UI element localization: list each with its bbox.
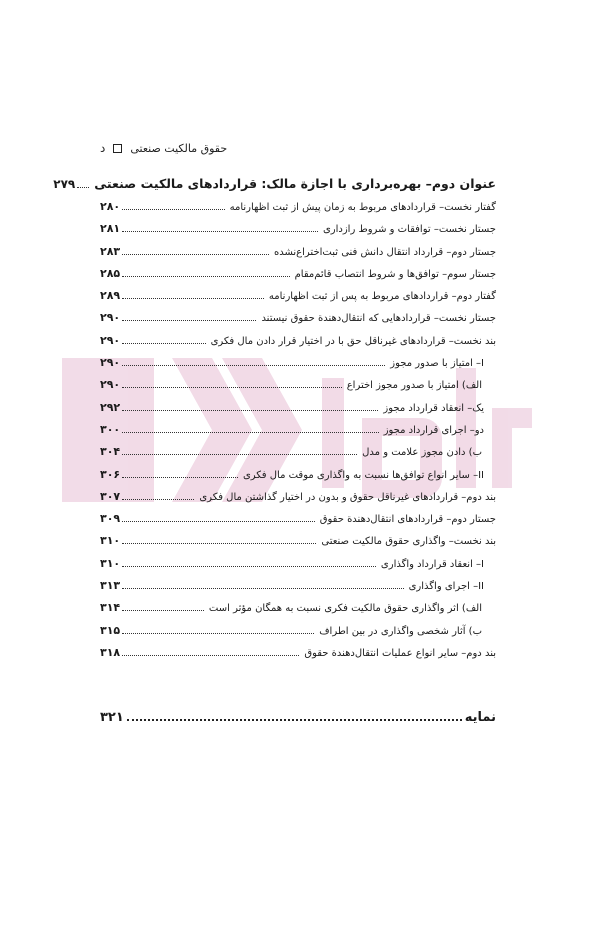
toc-entry <box>100 646 496 668</box>
toc-entry-title: بند نخست– قراردادهای غیرناقل حق با در اختیار قرار دادن مال فکری <box>210 335 496 347</box>
dot-leader <box>122 276 289 277</box>
dot-leader <box>122 521 315 522</box>
toc-entry-title: یک– انعقاد قرارداد مجوز <box>383 402 484 414</box>
toc-entry-title: گفتار نخست– قراردادهای مربوط به زمان پیش از ثبت اظهارنامه <box>229 202 496 213</box>
running-header <box>100 138 500 158</box>
dot-leader <box>122 231 318 232</box>
toc-entry-title: بند دوم– سایر انواع عملیات انتقال‌دهندة حقوق <box>304 647 496 659</box>
page-letter: د <box>100 141 106 155</box>
dot-leader <box>127 719 462 721</box>
toc-entry <box>100 624 496 646</box>
toc-entry <box>100 311 496 333</box>
toc-entry-title: جستار دوم– قراردادهای انتقال‌دهندة حقوق <box>319 514 496 526</box>
toc-page-number: ۳۰۷ <box>100 489 121 503</box>
dot-leader <box>122 432 379 433</box>
toc-entry <box>100 334 496 356</box>
toc-entry <box>100 423 496 445</box>
toc-entry-title: II– سایر انواع توافق‌ها نسبت به واگذاری موقت مال فکری <box>242 469 484 481</box>
dot-leader <box>122 365 385 366</box>
toc-heading <box>53 176 496 200</box>
dot-leader <box>122 343 205 344</box>
toc-page-number: ۳۰۹ <box>100 512 121 526</box>
index-page-number: ۳۲۱ <box>100 710 124 725</box>
index-title: نمایه <box>464 710 496 725</box>
dot-leader <box>122 610 204 611</box>
square-bullet-icon <box>113 144 122 153</box>
toc-page-number: ۲۸۹ <box>100 289 121 303</box>
toc-entry <box>100 356 496 378</box>
toc-entry <box>100 445 496 467</box>
toc-entry <box>100 289 496 311</box>
toc-entry-title: دو– اجرای قرارداد مجوز <box>383 424 484 436</box>
dot-leader <box>122 477 238 478</box>
toc-entry-title: الف) اثر واگذاری حقوق مالکیت فکری نسبت به همگان مؤثر است <box>208 603 482 615</box>
index-entry <box>100 710 496 725</box>
toc-entry <box>100 534 496 556</box>
toc-entry-title: بند نخست– واگذاری حقوق مالکیت صنعتی <box>321 536 496 548</box>
toc-page-number: ۳۱۴ <box>100 601 121 615</box>
toc-page-number: ۲۹۲ <box>100 400 121 414</box>
toc-entry-title: بند دوم– قراردادهای غیرناقل حقوق و بدون در اختیار گذاشتن مال فکری <box>199 491 496 503</box>
toc-entry <box>100 200 496 222</box>
toc-page-number: ۲۷۹ <box>53 177 76 191</box>
toc-entry-title: گفتار دوم– قراردادهای مربوط به پس از ثبت اظهارنامه <box>268 291 496 303</box>
dot-leader <box>77 187 89 188</box>
book-title: حقوق مالکیت صنعتی <box>130 141 228 155</box>
dot-leader <box>122 209 224 210</box>
dot-leader <box>122 298 264 299</box>
toc-entry-title: ب) دادن مجوز علامت و مدل <box>362 447 482 459</box>
toc-entry <box>100 468 496 490</box>
toc-entry-title: جستار سوم– توافق‌ها و شروط انتصاب قائم‌مقام <box>294 268 496 280</box>
dot-leader <box>122 566 376 567</box>
toc-page-number: ۲۸۱ <box>100 222 121 236</box>
toc-entry-title: ب) آثار شخصی واگذاری در بین اطراف <box>319 625 482 637</box>
toc-entry <box>100 245 496 267</box>
toc-page-number: ۳۰۴ <box>100 445 121 459</box>
toc-entry-title: جستار دوم– قرارداد انتقال دانش فنی ثبت‌اختراع‌نشده <box>273 246 496 258</box>
toc-entry-title: I– انعقاد قرارداد واگذاری <box>380 558 484 570</box>
toc-page-number: ۳۰۰ <box>100 422 121 436</box>
toc-page-number: ۲۸۰ <box>100 200 121 213</box>
toc-page-number: ۳۱۸ <box>100 645 121 659</box>
toc-entry-title: II– اجرای واگذاری <box>408 581 484 593</box>
toc-page-number: ۲۹۰ <box>100 333 121 347</box>
toc-entry <box>100 267 496 289</box>
toc-page-number: ۳۱۵ <box>100 623 121 637</box>
dot-leader <box>122 410 378 411</box>
toc-entry <box>100 512 496 534</box>
toc-page-number: ۲۸۵ <box>100 266 121 280</box>
dot-leader <box>122 633 314 634</box>
toc-entry <box>100 579 496 601</box>
table-of-contents <box>53 176 496 668</box>
toc-page-number: ۳۰۶ <box>100 467 121 481</box>
toc-page-number: ۲۸۳ <box>100 244 121 258</box>
toc-entry <box>100 401 496 423</box>
toc-entry <box>100 601 496 623</box>
dot-leader <box>122 454 357 455</box>
toc-entry-title: الف) امتیاز با صدور مجوز اختراع <box>346 380 482 392</box>
toc-entry <box>100 490 496 512</box>
dot-leader <box>122 254 269 255</box>
toc-page-number: ۲۹۰ <box>100 378 121 392</box>
toc-entry <box>100 378 496 400</box>
toc-page-number: ۲۹۰ <box>100 356 121 370</box>
toc-entry <box>100 222 496 244</box>
dot-leader <box>122 499 194 500</box>
toc-page-number: ۲۹۰ <box>100 311 121 325</box>
dot-leader <box>122 387 342 388</box>
dot-leader <box>122 543 316 544</box>
toc-entry-title: جستار نخست– توافقات و شروط رازداری <box>322 224 496 236</box>
toc-page-number: ۳۱۳ <box>100 579 121 593</box>
toc-entry-title: I– امتیاز با صدور مجوز <box>390 358 484 370</box>
dot-leader <box>122 655 299 656</box>
toc-page-number: ۳۱۰ <box>100 556 121 570</box>
toc-entry <box>100 557 496 579</box>
dot-leader <box>122 588 403 589</box>
toc-page-number: ۳۱۰ <box>100 534 121 548</box>
toc-entry-title: عنوان دوم– بهره‌برداری با اجازة مالک: قراردادهای مالکیت صنعتی <box>94 176 496 191</box>
dot-leader <box>122 320 256 321</box>
toc-entry-title: جستار نخست– قراردادهایی که انتقال‌دهندة حقوق نیستند <box>261 313 496 325</box>
